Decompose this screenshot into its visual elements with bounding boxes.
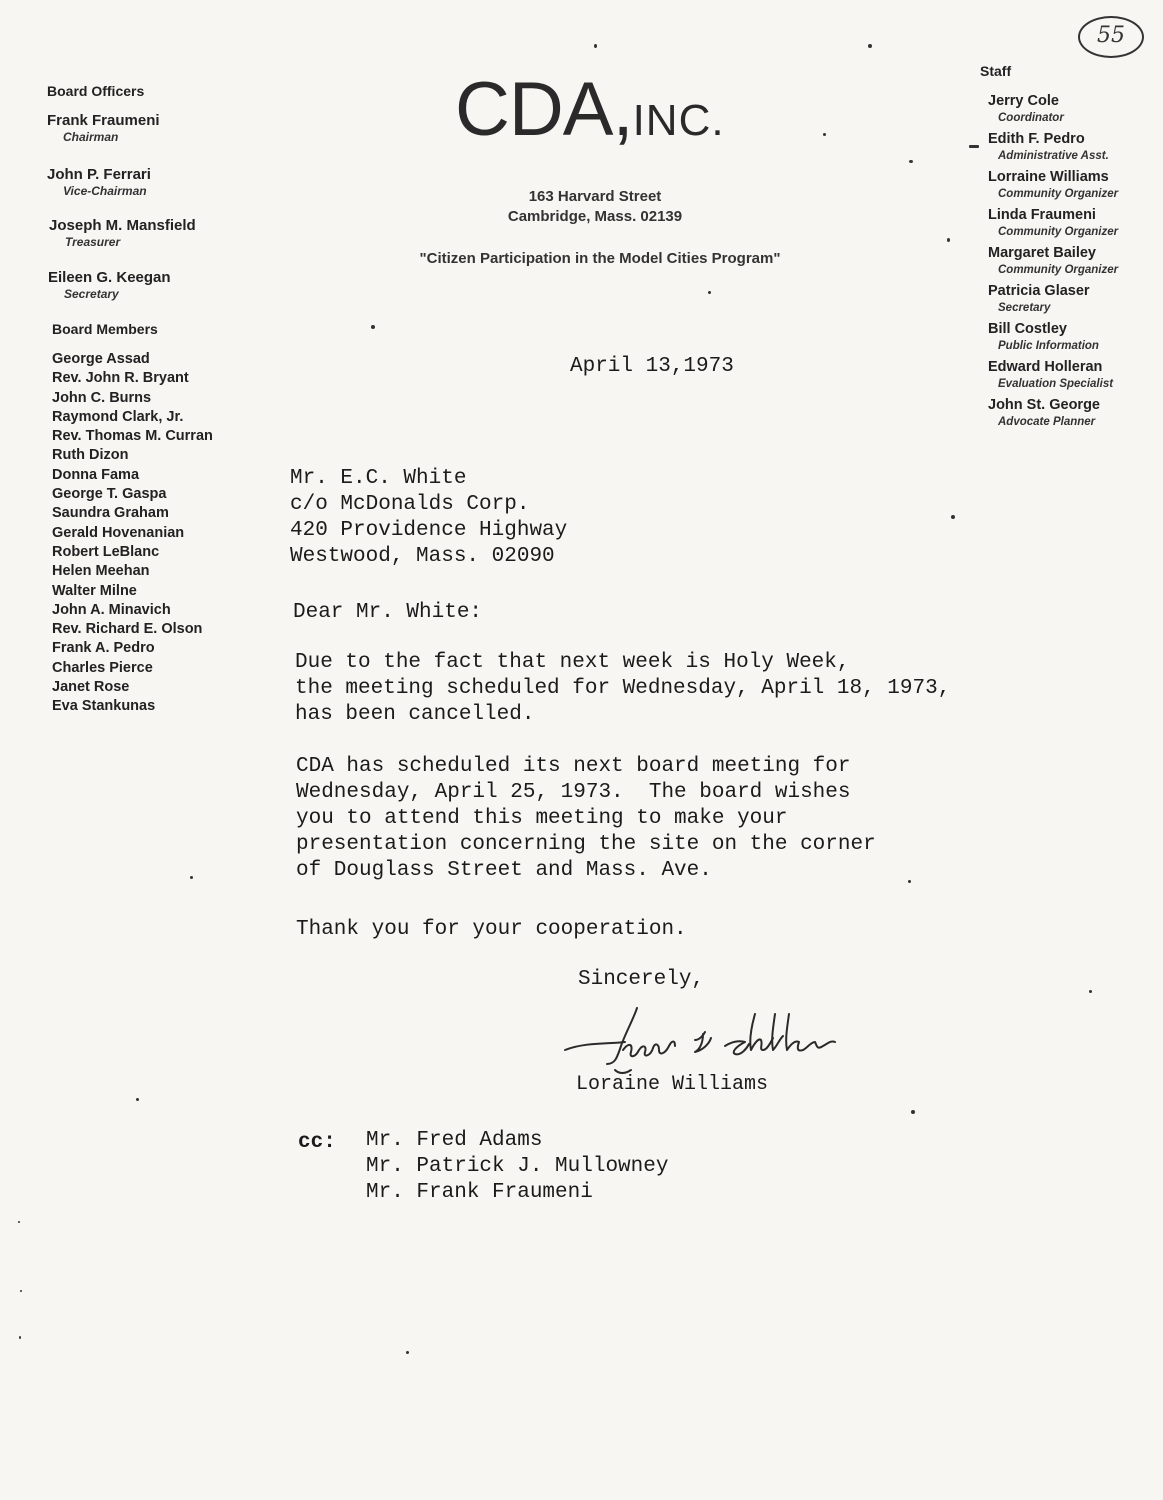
letterhead-logo <box>455 67 725 152</box>
scan-speck <box>951 515 955 519</box>
board-member: Robert LeBlanc <box>52 543 160 560</box>
scan-speck <box>708 291 711 294</box>
scan-speck <box>20 1290 22 1292</box>
staff-title: Advocate Planner <box>998 416 1096 428</box>
staff-name: Edith F. Pedro <box>988 131 1085 147</box>
board-member: Frank A. Pedro <box>52 640 155 657</box>
staff-entry <box>988 358 1158 392</box>
board-member: Rev. Thomas M. Curran <box>52 428 213 445</box>
scan-speck <box>19 1336 21 1339</box>
officer-title: Chairman <box>63 130 119 144</box>
board-officer <box>49 217 196 250</box>
board-member: Walter Milne <box>52 582 137 599</box>
board-members-list <box>52 350 213 717</box>
officer-name: Joseph M. Mansfield <box>49 217 196 234</box>
board-member: Helen Meehan <box>52 563 150 580</box>
board-member: John A. Minavich <box>52 601 171 618</box>
scan-speck <box>594 44 597 48</box>
board-member: George Assad <box>52 351 150 367</box>
scan-speck <box>823 133 826 136</box>
paragraph-1: Due to the fact that next week is Holy Week, the meeting scheduled for Wednesday, April 18, 1973, has been cancelled. <box>295 651 951 726</box>
staff-name: Edward Holleran <box>988 359 1103 375</box>
board-member: Charles Pierce <box>52 659 153 676</box>
board-member: Raymond Clark, Jr. <box>52 408 184 425</box>
staff-title: Community Organizer <box>998 226 1119 238</box>
cc-list: Mr. Fred Adams Mr. Patrick J. Mullowney Mr. Frank Fraumeni <box>366 1129 669 1204</box>
scan-speck <box>868 44 872 48</box>
staff-name: Margaret Bailey <box>988 245 1096 261</box>
board-member: Eva Stankunas <box>52 698 156 715</box>
officer-title: Vice-Chairman <box>63 184 147 198</box>
officer-name: Frank Fraumeni <box>47 112 160 129</box>
closing: Sincerely, <box>578 968 705 991</box>
inside-address: Mr. E.C. White c/o McDonalds Corp. 420 Providence Highway Westwood, Mass. 02090 <box>290 467 568 568</box>
salutation: Dear Mr. White: <box>293 601 483 624</box>
letterhead-street: 163 Harvard Street <box>528 188 662 205</box>
scan-speck <box>1089 990 1092 993</box>
staff-entry <box>988 206 1158 240</box>
staff-entry <box>988 320 1158 354</box>
paragraph-2: CDA has scheduled its next board meeting for Wednesday, April 25, 1973. The board wishes you to attend this meeting to make your presentation concerning the site on the corner of Douglass Street and Mass. Ave. <box>296 755 876 882</box>
letterhead-motto: "Citizen Participation in the Model Cities Program" <box>419 250 781 267</box>
board-officers-heading: Board Officers <box>47 83 145 99</box>
staff-heading: Staff <box>980 63 1012 79</box>
scan-speck <box>908 880 911 883</box>
scan-speck <box>406 1351 409 1354</box>
staff-title: Coordinator <box>998 112 1064 124</box>
staff-name: Lorraine Williams <box>988 169 1109 185</box>
page-number: 55 <box>1078 16 1144 58</box>
staff-entry <box>988 92 1158 126</box>
board-officer <box>47 112 160 145</box>
staff-title: Evaluation Specialist <box>998 378 1114 390</box>
board-member: John C. Burns <box>52 389 152 406</box>
board-member: Donna Fama <box>52 466 140 483</box>
staff-name: Jerry Cole <box>988 93 1059 109</box>
scan-speck <box>909 160 913 163</box>
scan-speck <box>190 876 193 879</box>
staff-entry <box>988 168 1158 202</box>
letter-date: April 13,1973 <box>570 355 734 378</box>
board-member: Ruth Dizon <box>52 447 129 464</box>
scan-speck <box>371 325 375 329</box>
staff-name: Bill Costley <box>988 321 1067 337</box>
staff-name: John St. George <box>988 397 1100 413</box>
staff-list <box>988 92 1158 434</box>
board-member: Saundra Graham <box>52 505 169 522</box>
staff-entry <box>988 282 1158 316</box>
letterhead-name: CDA, <box>455 67 633 152</box>
board-member: Rev. John R. Bryant <box>52 370 189 387</box>
scan-speck <box>969 145 979 148</box>
signature-name: Loraine Williams <box>576 1073 769 1096</box>
board-officer <box>47 166 151 199</box>
thanks-line: Thank you for your cooperation. <box>296 918 687 941</box>
staff-name: Linda Fraumeni <box>988 207 1096 223</box>
staff-title: Public Information <box>998 340 1099 352</box>
board-member: George T. Gaspa <box>52 486 167 503</box>
staff-entry <box>988 396 1158 430</box>
staff-title: Community Organizer <box>998 264 1119 276</box>
board-member: Rev. Richard E. Olson <box>52 621 203 638</box>
cc-label: cc: <box>298 1131 336 1154</box>
letterhead-suffix: INC. <box>632 96 725 145</box>
board-members-heading: Board Members <box>52 321 158 337</box>
staff-title: Secretary <box>998 302 1051 314</box>
staff-entry <box>988 130 1158 164</box>
scan-speck <box>136 1098 139 1101</box>
staff-title: Community Organizer <box>998 188 1119 200</box>
board-member: Janet Rose <box>52 679 130 696</box>
staff-title: Administrative Asst. <box>998 150 1109 162</box>
staff-name: Patricia Glaser <box>988 283 1090 299</box>
letterhead-city: Cambridge, Mass. 02139 <box>507 208 683 225</box>
officer-title: Secretary <box>64 287 119 301</box>
staff-entry <box>988 244 1158 278</box>
scan-speck <box>911 1110 915 1114</box>
scan-speck <box>18 1221 20 1223</box>
scan-speck <box>947 238 950 242</box>
board-officer <box>48 269 171 302</box>
officer-name: Eileen G. Keegan <box>48 269 171 286</box>
board-member: Gerald Hovenanian <box>52 524 185 541</box>
officer-name: John P. Ferrari <box>47 166 151 183</box>
officer-title: Treasurer <box>65 235 121 249</box>
